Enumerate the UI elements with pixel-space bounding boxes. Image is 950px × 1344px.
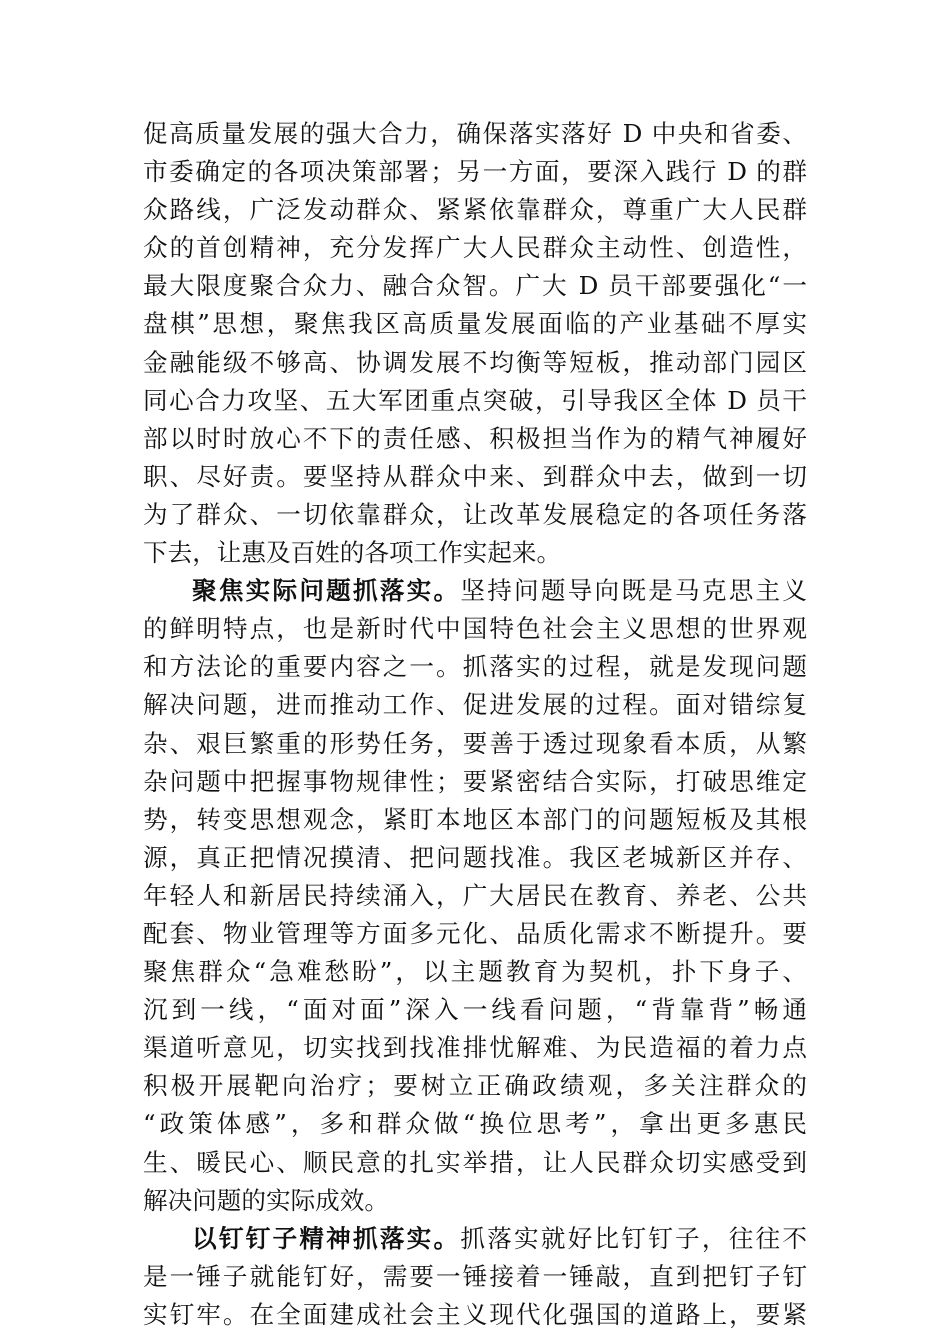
text-line: 是一锤子就能钉好，需要一锤接着一锤敲，直到把钉子钉 <box>143 1261 807 1291</box>
text-line: 实钉牢。在全面建成社会主义现代化强国的道路上，要紧 <box>143 1299 807 1329</box>
text-line: 同心合力攻坚、五大军团重点突破，引导我区全体 D 员干 <box>143 385 807 415</box>
text-line: 金融能级不够高、协调发展不均衡等短板，推动部门园区 <box>143 347 807 377</box>
text-line: 下去，让惠及百姓的各项工作实起来。 <box>143 538 562 568</box>
text-line: 促高质量发展的强大合力，确保落实落好 D 中央和省委、 <box>143 119 807 148</box>
text-line: 生、暖民心、顺民意的扎实举措，让人民群众切实感受到 <box>143 1147 807 1177</box>
text-line: 最大限度聚合众力、融合众智。广大 D 员干部要强化“一 <box>143 271 807 301</box>
text-line: 积极开展靶向治疗；要树立正确政绩观，多关注群众的 <box>143 1071 807 1101</box>
text-line: 众的首创精神，充分发挥广大人民群众主动性、创造性， <box>143 233 807 263</box>
paragraph-lead-text: 坚持问题导向既是马克思主义 <box>460 576 807 606</box>
text-line: 部以时时放心不下的责任感、积极担当作为的精气神履好 <box>143 423 807 453</box>
paragraph-1 <box>143 115 807 572</box>
text-line: 源，真正把情况摸清、把问题找准。我区老城新区并存、 <box>143 842 807 872</box>
paragraph-heading: 以钉钉子精神抓落实。 <box>192 1223 461 1253</box>
text-line: 盘棋”思想，聚焦我区高质量发展面临的产业基础不厚实 <box>143 309 807 339</box>
text-line: 职、尽好责。要坚持从群众中来、到群众中去，做到一切 <box>143 461 807 491</box>
text-line: “政策体感”，多和群众做“换位思考”，拿出更多惠民 <box>143 1109 807 1139</box>
paragraph-first-line <box>143 572 807 610</box>
paragraph-first-line <box>143 1220 807 1258</box>
body-text <box>143 115 807 1334</box>
paragraph-2 <box>143 572 807 1220</box>
text-line: 解决问题，进而推动工作、促进发展的过程。面对错综复 <box>143 690 807 720</box>
text-line: 市委确定的各项决策部署；另一方面，要深入践行 D 的群 <box>143 157 807 187</box>
text-line: 沉到一线，“面对面”深入一线看问题，“背靠背”畅通 <box>143 995 807 1025</box>
paragraph-lead-text: 抓落实就好比钉钉子，往往不 <box>460 1223 807 1253</box>
paragraph-3 <box>143 1220 807 1334</box>
text-line: 配套、物业管理等方面多元化、品质化需求不断提升。要 <box>143 918 807 948</box>
text-line: 杂、艰巨繁重的形势任务，要善于透过现象看本质，从繁 <box>143 728 807 758</box>
text-line: 杂问题中把握事物规律性；要紧密结合实际，打破思维定 <box>143 766 807 796</box>
text-line: 为了群众、一切依靠群众，让改革发展稳定的各项任务落 <box>143 499 807 529</box>
text-line: 和方法论的重要内容之一。抓落实的过程，就是发现问题 <box>143 652 807 682</box>
paragraph-heading: 聚焦实际问题抓落实。 <box>192 576 461 606</box>
text-line: 渠道听意见，切实找到找准排忧解难、为民造福的着力点 <box>143 1033 807 1063</box>
text-line: 势，转变思想观念，紧盯本地区本部门的问题短板及其根 <box>143 804 807 834</box>
text-line: 解决问题的实际成效。 <box>143 1185 389 1215</box>
text-line: 众路线，广泛发动群众、紧紧依靠群众，尊重广大人民群 <box>143 195 807 225</box>
text-line: 年轻人和新居民持续涌入，广大居民在教育、养老、公共 <box>143 880 807 910</box>
text-line: 的鲜明特点，也是新时代中国特色社会主义思想的世界观 <box>143 614 807 644</box>
text-line: 聚焦群众“急难愁盼”，以主题教育为契机，扑下身子、 <box>143 957 807 987</box>
